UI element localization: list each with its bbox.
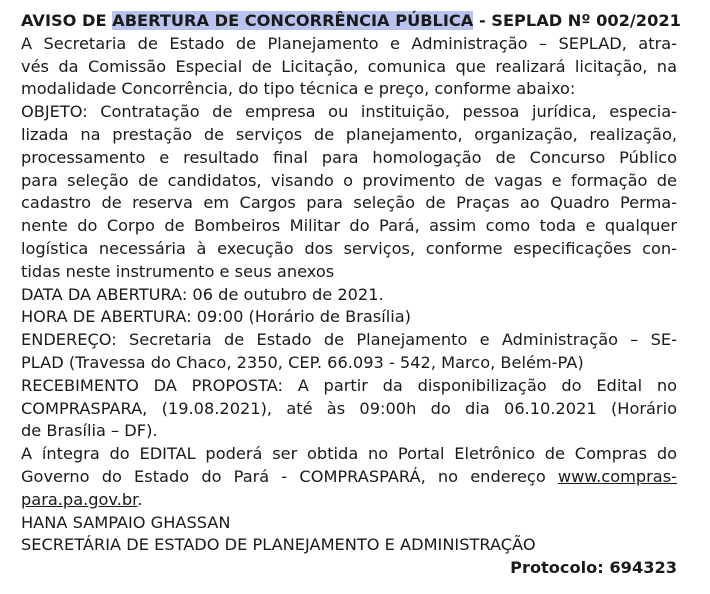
address-line: ENDEREÇO: Secretaria de Estado de Planejamento e Administração – SE-: [21, 330, 677, 350]
opening-time: HORA DE ABERTURA: 09:00 (Horário de Brasília): [21, 307, 411, 327]
proposal-receipt-line: de Brasília – DF).: [21, 421, 158, 441]
objeto-line: logística necessária à execução dos serviços, conforme especificações con-: [21, 238, 677, 258]
public-notice: [21, 10, 681, 580]
objeto-line: para seleção de candidatos, visando o provimento de vagas e formação de: [21, 170, 677, 190]
edital-line: [21, 466, 677, 489]
proposal-receipt-line: COMPRASPARA, (19.08.2021), até às 09:00h do dia 06.10.2021 (Horário: [21, 398, 677, 418]
edital-period: .: [137, 489, 143, 509]
edital-line: A íntegra do EDITAL poderá ser obtida no Portal Eletrônico de Compras do: [21, 444, 677, 464]
portal-link[interactable]: www.compras-: [557, 466, 677, 486]
objeto-line: cadastro de reserva em Cargos para seleção de Praças ao Quadro Perma-: [21, 193, 677, 213]
signatory-role: SECRETÁRIA DE ESTADO DE PLANEJAMENTO E ADMINISTRAÇÃO: [21, 535, 536, 555]
intro-line: modalidade Concorrência, do tipo técnica e preço, conforme abaixo:: [21, 79, 576, 99]
intro-line: vés da Comissão Especial de Licitação, comunica que realizará licitação, na: [21, 56, 677, 76]
signatory-name: HANA SAMPAIO GHASSAN: [21, 512, 231, 532]
objeto-line: lizada na prestação de serviços de planejamento, organização, realização,: [21, 124, 677, 144]
objeto-line: tidas neste instrumento e seus anexos: [21, 261, 335, 281]
address-line: PLAD (Travessa do Chaco, 2350, CEP. 66.093 - 542, Marco, Belém-PA): [21, 352, 584, 372]
title-suffix: - SEPLAD Nº 002/2021: [473, 11, 681, 30]
protocol-number: Protocolo: 694323: [510, 558, 677, 578]
objeto-line: processamento e resultado final para homologação de Concurso Público: [21, 147, 677, 167]
objeto-line: OBJETO: Contratação de empresa ou instituição, pessoa jurídica, especia-: [21, 102, 677, 122]
title-highlight: ABERTURA DE CONCORRÊNCIA PÚBLICA: [112, 11, 474, 30]
edital-line: [21, 489, 677, 512]
title-prefix: AVISO DE: [21, 11, 113, 30]
objeto-line: nente do Corpo de Bombeiros Militar do Pará, assim como toda e qualquer: [21, 216, 677, 236]
portal-link-continued[interactable]: para.pa.gov.br: [21, 489, 138, 509]
intro-line: A Secretaria de Estado de Planejamento e Administração – SEPLAD, atra-: [21, 33, 677, 53]
notice-title: [21, 10, 681, 33]
opening-date: DATA DA ABERTURA: 06 de outubro de 2021.: [21, 284, 384, 304]
edital-text: Governo do Estado do Pará - COMPRASPARÁ, no endereço: [21, 466, 558, 486]
proposal-receipt-line: RECEBIMENTO DA PROPOSTA: A partir da disponibilização do Edital no: [21, 375, 677, 395]
